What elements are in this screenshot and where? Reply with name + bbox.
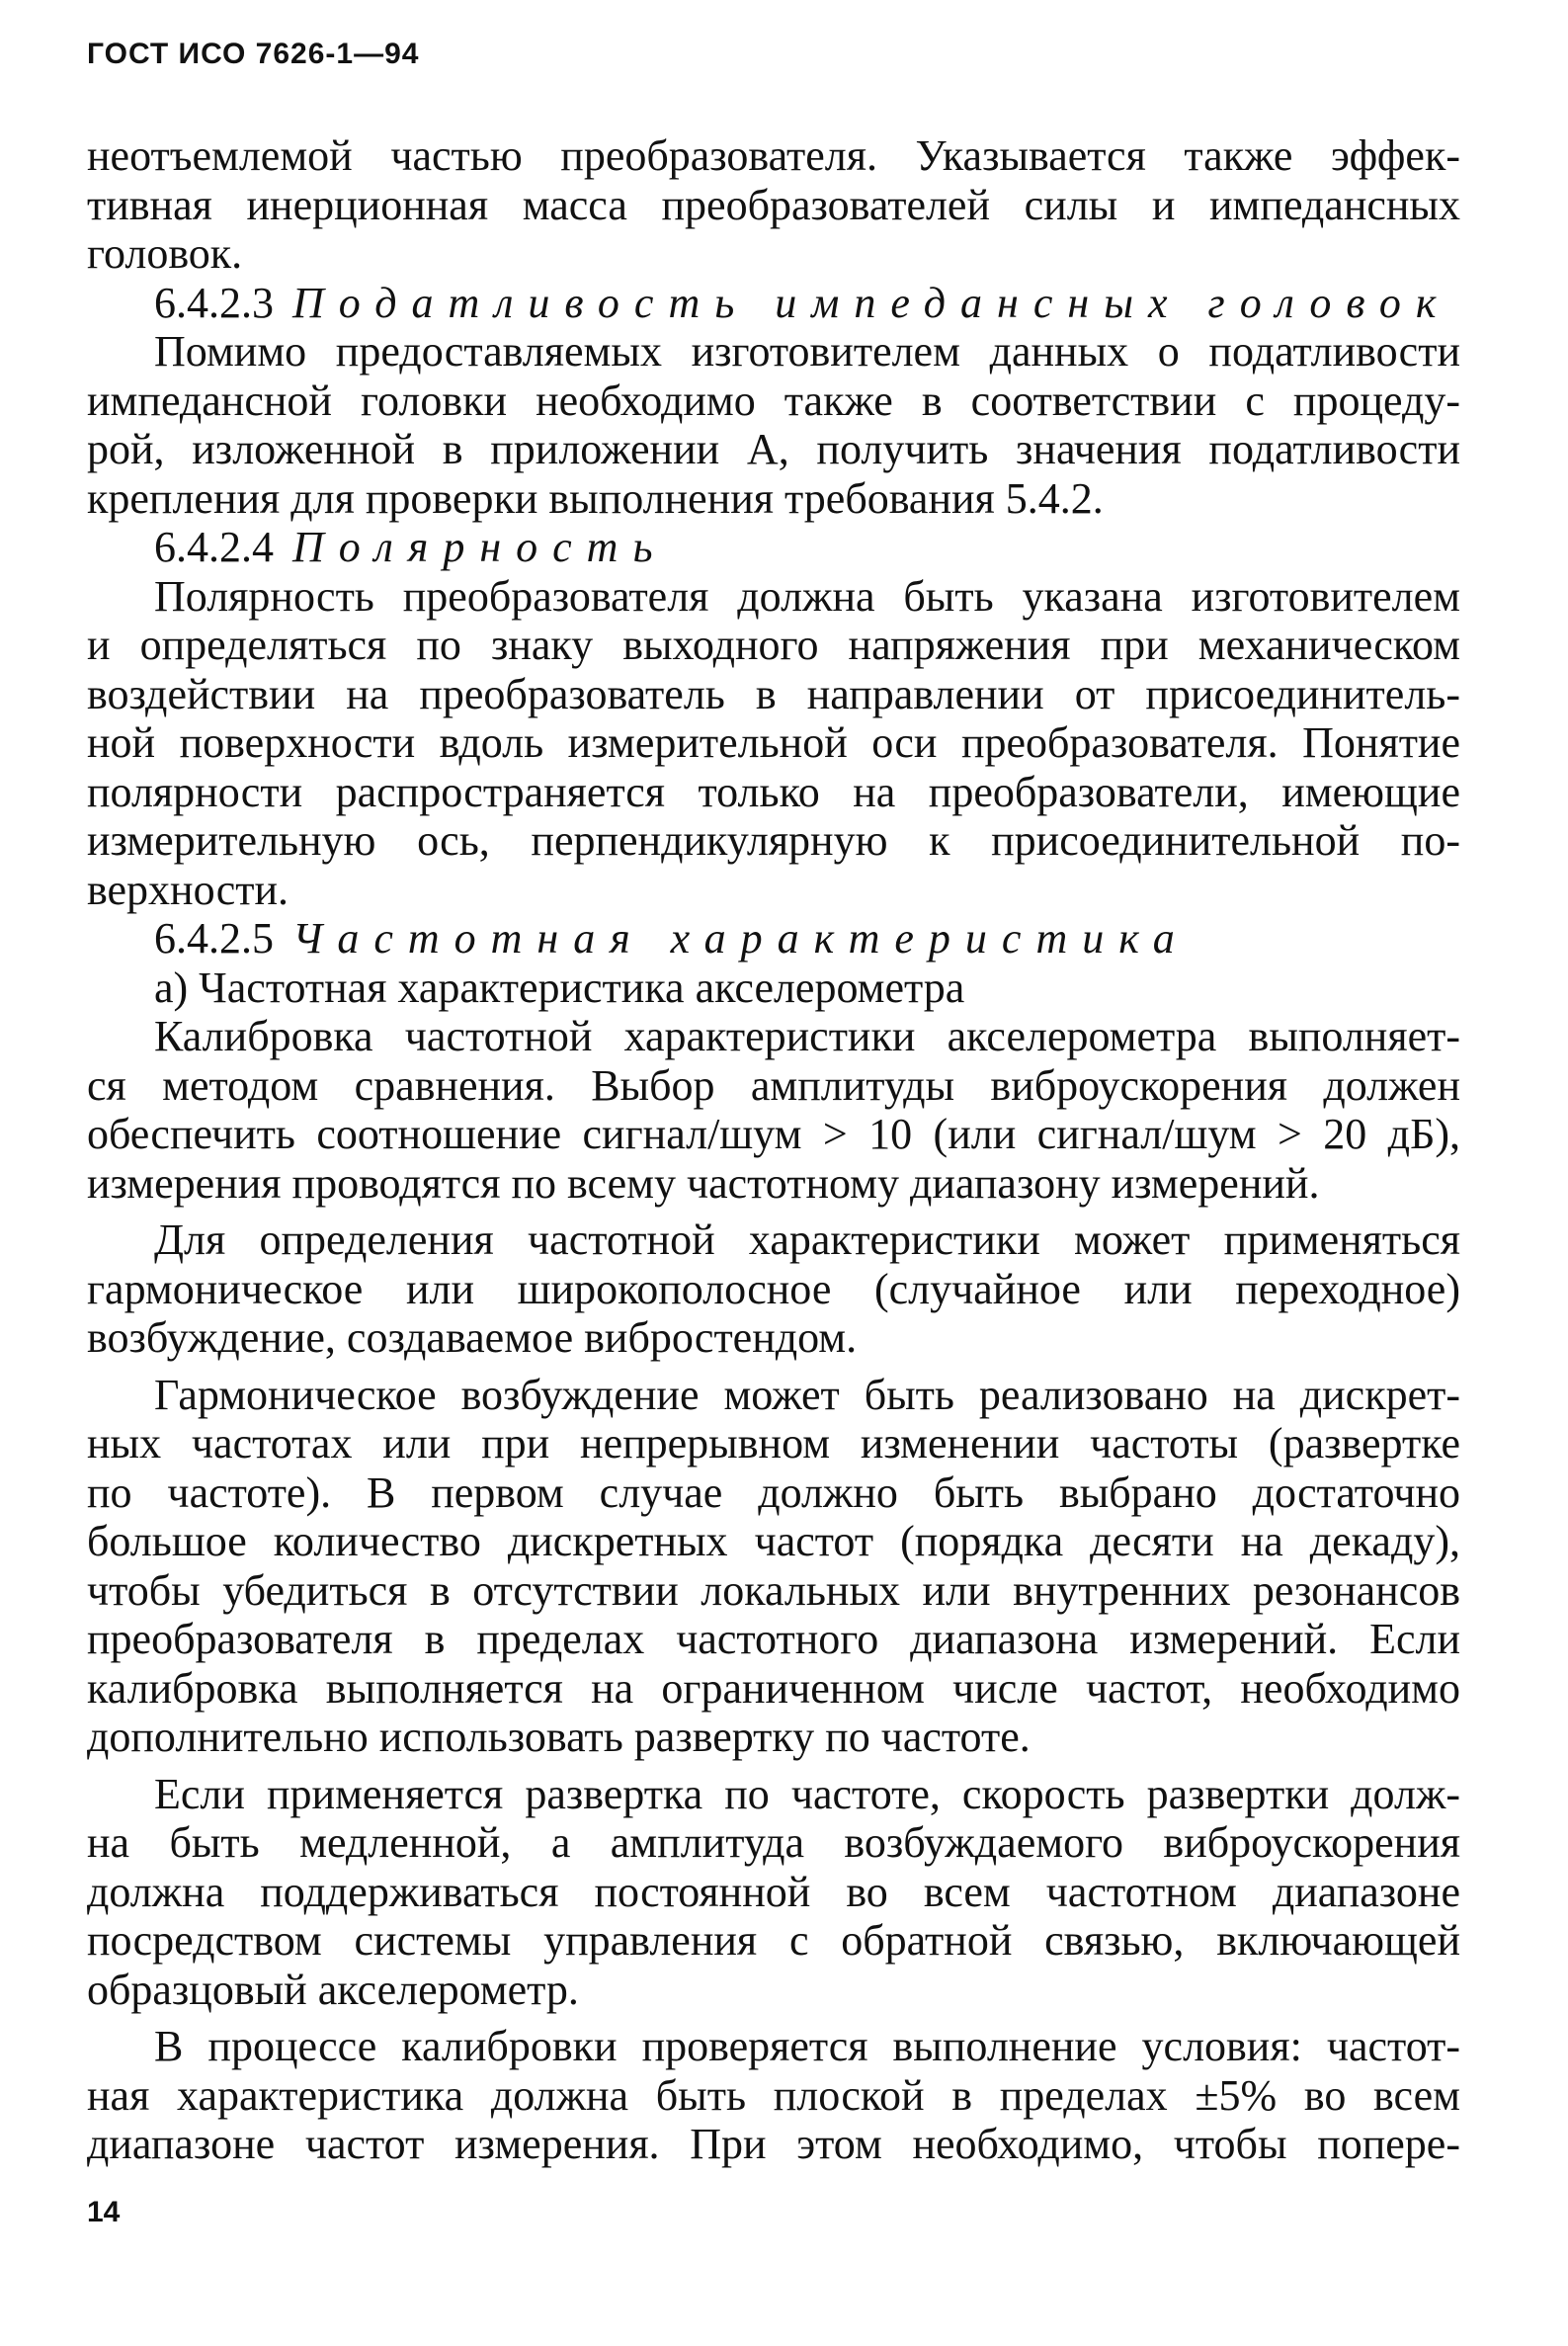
text-line: преобразователя в пределах частотного диапазона измерений. Если [87,1615,1460,1663]
paragraph [87,572,1460,915]
text-line: полярности распространяется только на преобразователи, имеющие [87,767,1460,816]
text-line: В процессе калибровки проверяется выполнение условия: частот- [154,2022,1460,2070]
section-heading [87,279,1460,328]
subsection-label [87,964,1460,1013]
section-title: Податливость импедансных головок [292,278,1451,327]
text-line: ся методом сравнения. Выбор амплитуды виброускорения должен [87,1060,1460,1110]
text-line: Полярность преобразователя должна быть указана изготовителем [154,571,1460,621]
section-title: Полярность [292,523,668,571]
text-line: измерения проводятся по всему частотному диапазону измерений. [87,1158,1320,1208]
paragraph [87,1215,1460,1363]
body-text [87,131,1460,2169]
text-line: Для определения частотной характеристики может применяться [154,1215,1460,1264]
text-line: Помимо предоставляемых изготовителем данных о податливости [154,327,1460,376]
text-line: диапазоне частот измерения. При этом необходимо, чтобы попере- [87,2120,1460,2168]
text-line: тивная инерционная масса преобразователей силы и импедансных [87,180,1460,229]
paragraph [87,1012,1460,1208]
section-heading [87,914,1460,964]
text-line: по частоте). В первом случае должно быть выбрано достаточно [87,1467,1460,1517]
paragraph [87,1371,1460,1762]
text-line: большое количество дискретных частот (порядка десяти на декаду), [87,1517,1460,1565]
text-line: ная характеристика должна быть плоской в пределах ±5% во всем [87,2070,1460,2120]
page-number: 14 [87,2196,121,2228]
text-line: посредством системы управления с обратной связью, включающей [87,1916,1460,1965]
text-line: измерительную ось, перпендикулярную к присоединительной по- [87,816,1460,865]
text-line: головок. [87,229,243,278]
text-line: обеспечить соотношение сигнал/шум > 10 (или сигнал/шум > 20 дБ), [87,1110,1460,1158]
text-line: рой, изложенной в приложении А, получить значения податливости [87,425,1460,473]
text-line: гармоническое или широкополосное (случайное или переходное) [87,1264,1460,1313]
text-line: Если применяется развертка по частоте, скорость развертки долж- [154,1769,1460,1818]
section-number: 6.4.2.4 [154,523,274,571]
text-line: импедансной головки необходимо также в соответствии с процеду- [87,376,1460,425]
text-line: должна поддерживаться постоянной во всем частотном диапазоне [87,1867,1460,1916]
text-line: ных частотах или при непрерывном изменении частоты (развертке [87,1419,1460,1467]
standard-code-header: ГОСТ ИСО 7626-1—94 [87,38,420,70]
text-line: а) Частотная характеристика акселерометра [154,963,965,1012]
text-line: крепления для проверки выполнения требования 5.4.2. [87,473,1104,523]
text-line: Гармоническое возбуждение может быть реализовано на дискрет- [154,1370,1460,1419]
section-title: Частотная характеристика [292,914,1190,963]
section-heading [87,523,1460,572]
section-number: 6.4.2.3 [154,278,274,327]
text-line: чтобы убедиться в отсутствии локальных или внутренних резонансов [87,1565,1460,1615]
text-line: Калибровка частотной характеристики акселерометра выполняет- [154,1012,1460,1060]
paragraph [87,1770,1460,2015]
text-line: возбуждение, создаваемое вибростендом. [87,1313,858,1362]
paragraph [87,131,1460,279]
text-line: калибровка выполняется на ограниченном числе частот, необходимо [87,1663,1460,1713]
text-line: воздействии на преобразователь в направлении от присоединитель- [87,669,1460,718]
text-line: и определяться по знаку выходного напряжения при механическом [87,621,1460,669]
text-line: на быть медленной, а амплитуда возбуждаемого виброускорения [87,1818,1460,1867]
text-line: неотъемлемой частью преобразователя. Указывается также эффек- [87,131,1460,180]
paragraph [87,327,1460,523]
paragraph [87,2022,1460,2169]
text-line: ной поверхности вдоль измерительной оси преобразователя. Понятие [87,718,1460,767]
text-line: верхности. [87,865,289,914]
text-line: дополнительно использовать развертку по частоте. [87,1713,1031,1761]
section-number: 6.4.2.5 [154,914,274,963]
text-line: образцовый акселерометр. [87,1965,579,2014]
